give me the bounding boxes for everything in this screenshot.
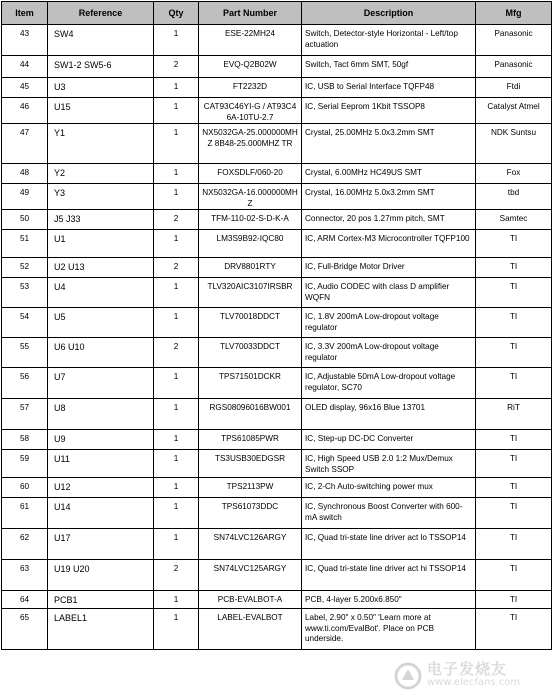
cell-part-number: NX5032GA-25.000000MHZ 8B48-25.000MHZ TR [199, 124, 302, 164]
table-row [2, 450, 552, 478]
cell-mfg: Catalyst Atmel [476, 98, 552, 124]
cell-item: 44 [2, 56, 48, 78]
cell-qty: 1 [154, 184, 199, 210]
watermark [393, 656, 543, 696]
cell-part-number: DRV8801RTY [199, 258, 302, 278]
cell-mfg: TI [476, 529, 552, 560]
cell-qty: 1 [154, 368, 199, 399]
table-row [2, 368, 552, 399]
table-row [2, 230, 552, 258]
cell-item: 52 [2, 258, 48, 278]
cell-mfg: TI [476, 609, 552, 650]
cell-reference: U2 U13 [48, 258, 154, 278]
cell-item: 58 [2, 430, 48, 450]
cell-qty: 1 [154, 164, 199, 184]
cell-description: IC, Serial Eeprom 1Kbit TSSOP8 [302, 98, 476, 124]
cell-mfg: TI [476, 368, 552, 399]
watermark-cn: 电子发烧友 [427, 660, 508, 678]
table-row [2, 430, 552, 450]
table-row [2, 308, 552, 338]
cell-reference: U17 [48, 529, 154, 560]
cell-reference: J5 J33 [48, 210, 154, 230]
cell-reference: LABEL1 [48, 609, 154, 650]
cell-description: Connector, 20 pos 1.27mm pitch, SMT [302, 210, 476, 230]
cell-part-number: ESE-22MH24 [199, 25, 302, 56]
cell-item: 56 [2, 368, 48, 399]
cell-item: 59 [2, 450, 48, 478]
cell-reference: U4 [48, 278, 154, 308]
cell-qty: 1 [154, 278, 199, 308]
cell-item: 60 [2, 478, 48, 498]
cell-qty: 2 [154, 338, 199, 368]
cell-part-number: FT2232D [199, 78, 302, 98]
cell-item: 47 [2, 124, 48, 164]
cell-description: Switch, Tact 6mm SMT, 50gf [302, 56, 476, 78]
table-row [2, 338, 552, 368]
cell-part-number: TLV70018DDCT [199, 308, 302, 338]
cell-part-number: TPS61073DDC [199, 498, 302, 529]
cell-part-number: PCB-EVALBOT-A [199, 591, 302, 609]
cell-description: OLED display, 96x16 Blue 13701 [302, 399, 476, 430]
table-row [2, 78, 552, 98]
cell-mfg: Panasonic [476, 56, 552, 78]
cell-mfg: TI [476, 230, 552, 258]
header-row [2, 2, 552, 25]
cell-description: IC, Adjustable 50mA Low-dropout voltage regulator, SC70 [302, 368, 476, 399]
cell-part-number: TFM-110-02-S-D-K-A [199, 210, 302, 230]
cell-part-number: TS3USB30EDGSR [199, 450, 302, 478]
watermark-logo-icon [393, 661, 423, 691]
cell-mfg: Panasonic [476, 25, 552, 56]
cell-reference: SW4 [48, 25, 154, 56]
cell-qty: 1 [154, 399, 199, 430]
cell-qty: 1 [154, 78, 199, 98]
cell-item: 65 [2, 609, 48, 650]
cell-description: IC, Full-Bridge Motor Driver [302, 258, 476, 278]
cell-reference: U7 [48, 368, 154, 399]
cell-reference: U14 [48, 498, 154, 529]
watermark-text [427, 662, 520, 690]
cell-item: 50 [2, 210, 48, 230]
cell-mfg: TI [476, 560, 552, 591]
cell-reference: U11 [48, 450, 154, 478]
table-row [2, 258, 552, 278]
cell-part-number: SN74LVC125ARGY [199, 560, 302, 591]
table-row [2, 124, 552, 164]
cell-item: 48 [2, 164, 48, 184]
cell-item: 62 [2, 529, 48, 560]
cell-part-number: FOXSDLF/060-20 [199, 164, 302, 184]
table-row [2, 98, 552, 124]
cell-mfg: TI [476, 278, 552, 308]
table-row [2, 609, 552, 650]
cell-mfg: TI [476, 338, 552, 368]
table-row [2, 210, 552, 230]
cell-item: 63 [2, 560, 48, 591]
table-row [2, 25, 552, 56]
cell-reference: U3 [48, 78, 154, 98]
cell-mfg: TI [476, 258, 552, 278]
cell-reference: Y3 [48, 184, 154, 210]
table-row [2, 164, 552, 184]
cell-part-number: LABEL-EVALBOT [199, 609, 302, 650]
cell-qty: 1 [154, 591, 199, 609]
cell-reference: Y2 [48, 164, 154, 184]
cell-mfg: TI [476, 591, 552, 609]
cell-qty: 1 [154, 498, 199, 529]
cell-item: 49 [2, 184, 48, 210]
cell-qty: 1 [154, 308, 199, 338]
cell-part-number: NX5032GA-16.000000MHZ [199, 184, 302, 210]
cell-mfg: Fox [476, 164, 552, 184]
cell-part-number: SN74LVC126ARGY [199, 529, 302, 560]
table-row [2, 184, 552, 210]
cell-mfg: tbd [476, 184, 552, 210]
cell-reference: U8 [48, 399, 154, 430]
cell-mfg: TI [476, 308, 552, 338]
cell-description: IC, ARM Cortex-M3 Microcontroller TQFP100 [302, 230, 476, 258]
table-row [2, 560, 552, 591]
table-row [2, 498, 552, 529]
cell-reference: U5 [48, 308, 154, 338]
cell-qty: 1 [154, 609, 199, 650]
cell-description: IC, Quad tri-state line driver act hi TSSOP14 [302, 560, 476, 591]
bom-table-body [2, 25, 552, 650]
cell-item: 51 [2, 230, 48, 258]
table-row [2, 278, 552, 308]
bom-table-header [2, 2, 552, 25]
cell-description: IC, 1.8V 200mA Low-dropout voltage regulator [302, 308, 476, 338]
cell-item: 46 [2, 98, 48, 124]
cell-item: 43 [2, 25, 48, 56]
header-qty: Qty [154, 2, 199, 25]
cell-reference: U6 U10 [48, 338, 154, 368]
cell-part-number: RGS08096016BW001 [199, 399, 302, 430]
cell-description: Switch, Detector-style Horizontal - Left/top actuation [302, 25, 476, 56]
cell-description: IC, Synchronous Boost Converter with 600-mA switch [302, 498, 476, 529]
cell-mfg: Ftdi [476, 78, 552, 98]
header-mfg: Mfg [476, 2, 552, 25]
cell-part-number: CAT93C46YI-G / AT93C46A-10TU-2.7 [199, 98, 302, 124]
watermark-url: www.elecfans.com [427, 677, 521, 688]
cell-reference: U19 U20 [48, 560, 154, 591]
cell-item: 64 [2, 591, 48, 609]
cell-qty: 1 [154, 25, 199, 56]
cell-part-number: TPS2113PW [199, 478, 302, 498]
cell-qty: 1 [154, 230, 199, 258]
cell-description: IC, High Speed USB 2.0 1:2 Mux/Demux Switch SSOP [302, 450, 476, 478]
cell-item: 53 [2, 278, 48, 308]
cell-mfg: RiT [476, 399, 552, 430]
bom-table [1, 1, 552, 650]
cell-mfg: TI [476, 498, 552, 529]
header-description: Description [302, 2, 476, 25]
table-row [2, 591, 552, 609]
cell-description: Label, 2.90" x 0.50" 'Learn more at www.ti.com/EvalBot'. Place on PCB underside. [302, 609, 476, 650]
cell-qty: 2 [154, 210, 199, 230]
table-row [2, 478, 552, 498]
cell-mfg: NDK Suntsu [476, 124, 552, 164]
cell-description: IC, Step-up DC-DC Converter [302, 430, 476, 450]
cell-qty: 2 [154, 560, 199, 591]
cell-item: 55 [2, 338, 48, 368]
cell-description: Crystal, 25.00MHz 5.0x3.2mm SMT [302, 124, 476, 164]
cell-qty: 1 [154, 430, 199, 450]
cell-description: IC, USB to Serial Interface TQFP48 [302, 78, 476, 98]
cell-part-number: EVQ-Q2B02W [199, 56, 302, 78]
cell-reference: U9 [48, 430, 154, 450]
cell-part-number: LM3S9B92-IQC80 [199, 230, 302, 258]
header-part-number: Part Number [199, 2, 302, 25]
cell-description: IC, Quad tri-state line driver act lo TSSOP14 [302, 529, 476, 560]
cell-description: PCB, 4-layer 5.200x6.850" [302, 591, 476, 609]
cell-part-number: TPS61085PWR [199, 430, 302, 450]
table-row [2, 529, 552, 560]
cell-description: IC, 3.3V 200mA Low-dropout voltage regulator [302, 338, 476, 368]
header-item: Item [2, 2, 48, 25]
cell-reference: PCB1 [48, 591, 154, 609]
cell-reference: U1 [48, 230, 154, 258]
cell-qty: 1 [154, 478, 199, 498]
cell-item: 54 [2, 308, 48, 338]
cell-part-number: TLV320AIC3107IRSBR [199, 278, 302, 308]
cell-description: IC, 2-Ch Auto-switching power mux [302, 478, 476, 498]
cell-mfg: TI [476, 430, 552, 450]
cell-mfg: Samtec [476, 210, 552, 230]
cell-description: IC, Audio CODEC with class D amplifier WQFN [302, 278, 476, 308]
cell-item: 61 [2, 498, 48, 529]
cell-part-number: TLV70033DDCT [199, 338, 302, 368]
cell-item: 45 [2, 78, 48, 98]
cell-mfg: TI [476, 450, 552, 478]
cell-description: Crystal, 16.00MHz 5.0x3.2mm SMT [302, 184, 476, 210]
cell-item: 57 [2, 399, 48, 430]
table-row [2, 56, 552, 78]
cell-qty: 1 [154, 529, 199, 560]
cell-reference: SW1-2 SW5-6 [48, 56, 154, 78]
cell-reference: Y1 [48, 124, 154, 164]
cell-reference: U15 [48, 98, 154, 124]
cell-qty: 2 [154, 258, 199, 278]
cell-part-number: TPS71501DCKR [199, 368, 302, 399]
table-row [2, 399, 552, 430]
cell-qty: 1 [154, 98, 199, 124]
cell-description: Crystal, 6.00MHz HC49US SMT [302, 164, 476, 184]
cell-qty: 1 [154, 450, 199, 478]
cell-mfg: TI [476, 478, 552, 498]
cell-qty: 2 [154, 56, 199, 78]
cell-qty: 1 [154, 124, 199, 164]
cell-reference: U12 [48, 478, 154, 498]
header-reference: Reference [48, 2, 154, 25]
